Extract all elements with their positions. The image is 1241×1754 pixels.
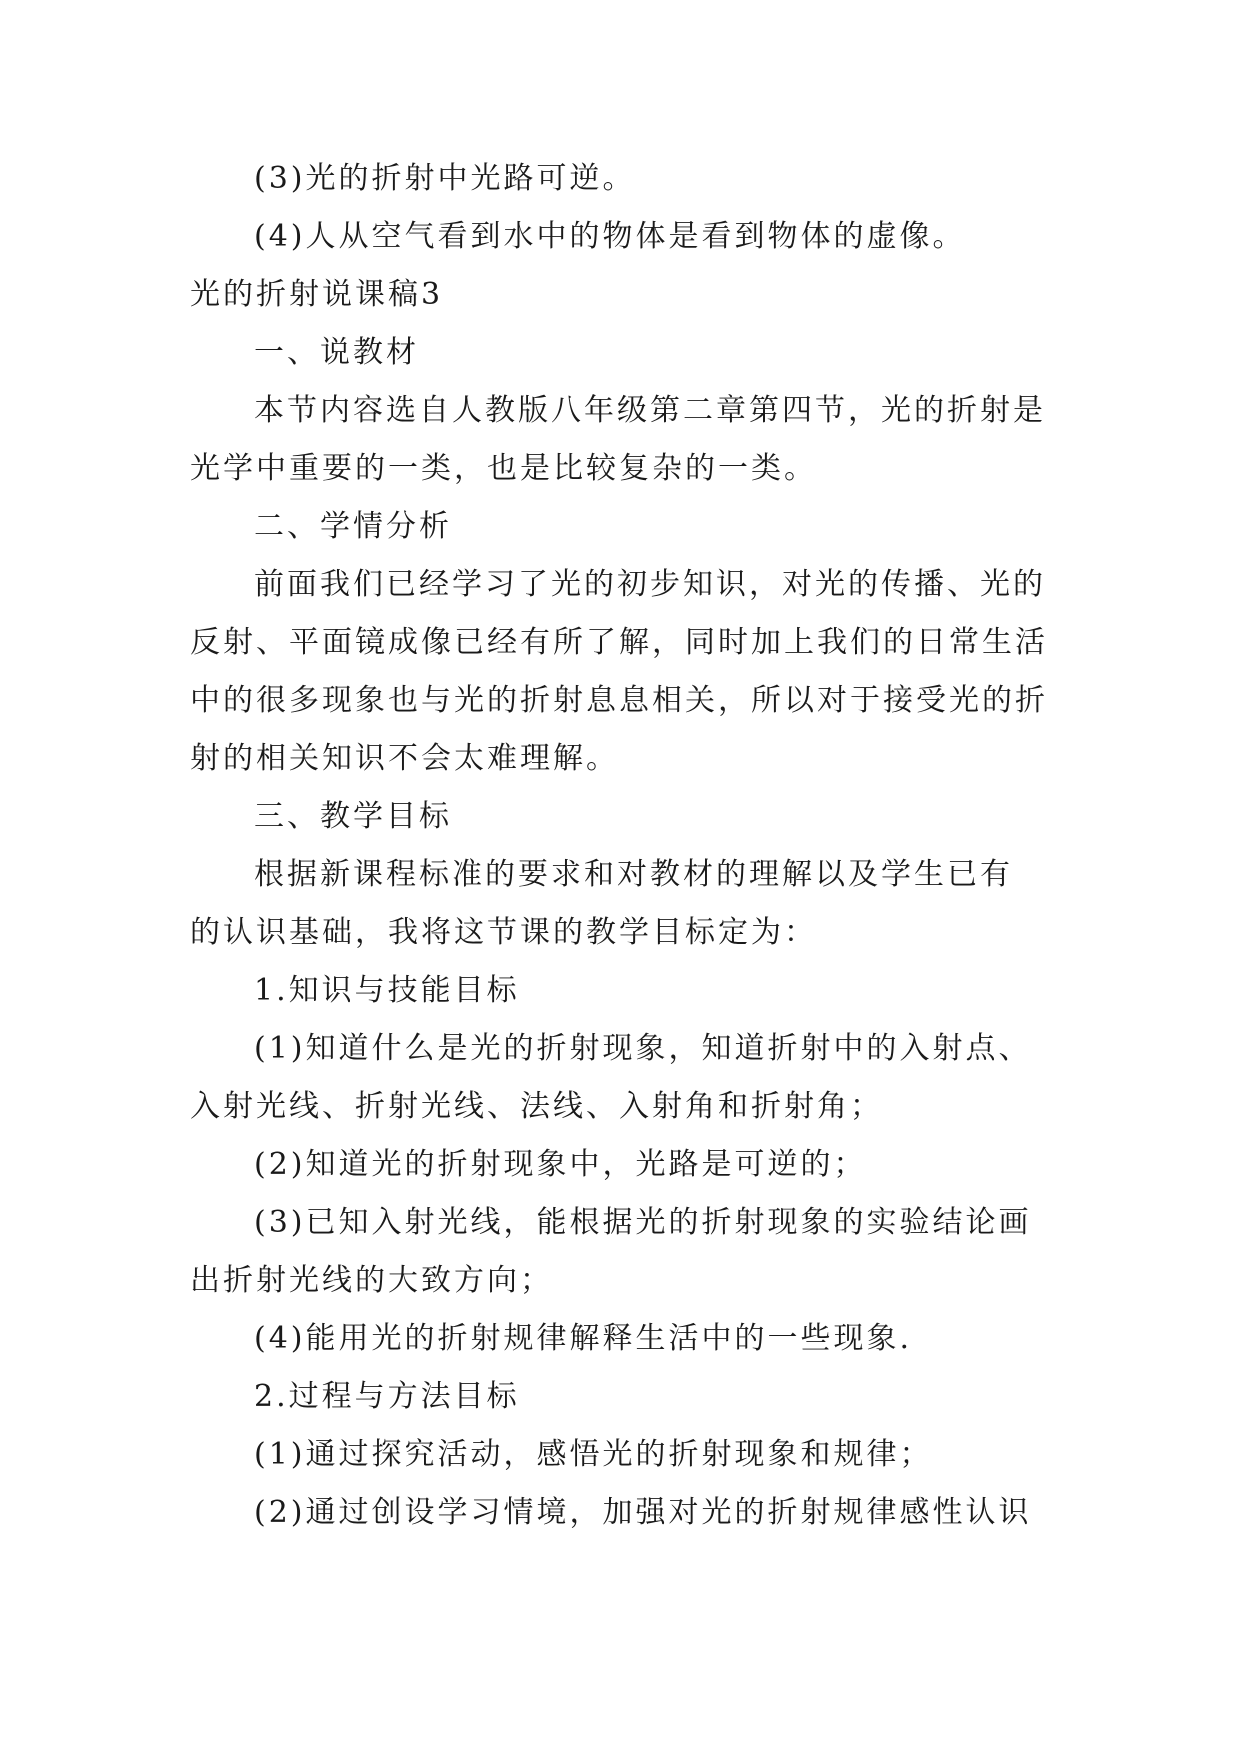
text-line: (2)知道光的折射现象中，光路是可逆的； xyxy=(254,1147,867,1182)
text-line: 出折射光线的大致方向； xyxy=(190,1263,553,1298)
text-line: (4)人从空气看到水中的物体是看到物体的虚像。 xyxy=(254,219,966,254)
text-line: (4)能用光的折射规律解释生活中的一些现象. xyxy=(254,1321,913,1356)
text-line: 根据新课程标准的要求和对教材的理解以及学生已有 xyxy=(254,857,1013,892)
text-line: 入射光线、折射光线、法线、入射角和折射角； xyxy=(190,1089,883,1124)
text-line: 本节内容选自人教版八年级第二章第四节，光的折射是 xyxy=(254,393,1046,428)
heading-line: 1.知识与技能目标 xyxy=(254,973,520,1008)
text-line: (3)已知入射光线，能根据光的折射现象的实验结论画 xyxy=(254,1205,1032,1240)
heading-line: 二、学情分析 xyxy=(254,509,452,544)
text-line: (1)知道什么是光的折射现象，知道折射中的入射点、 xyxy=(254,1031,1032,1066)
text-line: (2)通过创设学习情境，加强对光的折射规律感性认识 xyxy=(254,1495,1032,1530)
heading-line: 2.过程与方法目标 xyxy=(254,1379,520,1414)
section-title: 光的折射说课稿3 xyxy=(190,277,444,312)
text-line: 光学中重要的一类，也是比较复杂的一类。 xyxy=(190,451,817,486)
text-line: 中的很多现象也与光的折射息息相关，所以对于接受光的折 xyxy=(190,683,1048,718)
document-body xyxy=(190,150,1050,1542)
text-line: (1)通过探究活动，感悟光的折射现象和规律； xyxy=(254,1437,933,1472)
text-line: 射的相关知识不会太难理解。 xyxy=(190,741,619,776)
text-line: (3)光的折射中光路可逆。 xyxy=(254,161,636,196)
heading-line: 一、说教材 xyxy=(254,335,419,370)
text-line: 前面我们已经学习了光的初步知识，对光的传播、光的 xyxy=(254,567,1046,602)
heading-line: 三、教学目标 xyxy=(254,799,452,834)
text-line: 的认识基础，我将这节课的教学目标定为： xyxy=(190,915,817,950)
text-line: 反射、平面镜成像已经有所了解，同时加上我们的日常生活 xyxy=(190,625,1048,660)
